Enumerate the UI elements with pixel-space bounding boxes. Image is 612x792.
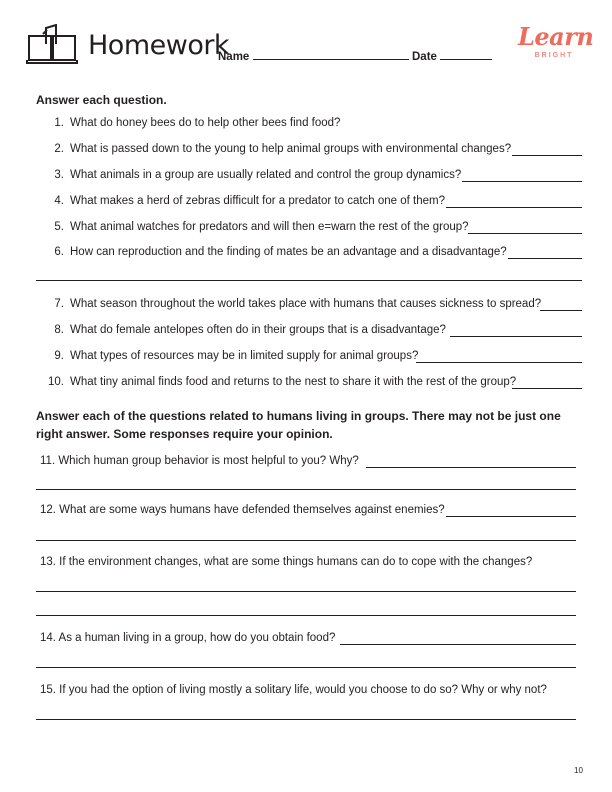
answer-line[interactable] (450, 336, 582, 337)
question-item (40, 323, 446, 337)
page-title: Homework (88, 30, 230, 61)
question-item: 14. As a human living in a group, how do you obtain food? (40, 632, 336, 644)
question-text: What makes a herd of zebras difficult for a predator to catch one of them? (70, 195, 446, 207)
section2-heading: Answer each of the questions related to humans living in groups. There may not be just one right answer. Some responses require your opinion. (36, 409, 561, 441)
question-item (40, 194, 445, 208)
logo-wordmark: Learn (518, 22, 594, 51)
name-field (218, 48, 409, 63)
question-text: What do honey bees do to help other bees find food? (70, 117, 341, 129)
question-item (40, 375, 516, 389)
question-item (40, 168, 461, 182)
question-number: 7. (54, 298, 64, 310)
question-text: What animals in a group are usually related and control the group dynamics? (70, 169, 462, 181)
question-text: What do female antelopes often do in their groups that is a disadvantage? (70, 324, 446, 336)
answer-line[interactable] (36, 280, 582, 281)
answer-line[interactable] (36, 667, 576, 668)
answer-line[interactable] (366, 467, 576, 468)
question-number: 5. (54, 221, 64, 233)
answer-line[interactable] (36, 719, 576, 720)
answer-line[interactable] (508, 258, 582, 259)
question-item (40, 220, 469, 234)
date-label: Date (412, 51, 437, 63)
question-number: 6. (54, 246, 64, 258)
question-text: What tiny animal finds food and returns to the nest to share it with the rest of the group? (70, 376, 517, 388)
answer-line[interactable] (512, 155, 582, 156)
answer-line[interactable] (36, 540, 576, 541)
question-number: 3. (54, 169, 64, 181)
answer-line[interactable] (416, 362, 582, 363)
question-number: 10. (48, 376, 64, 388)
answer-line[interactable] (462, 181, 582, 182)
logo-subtext: BRIGHT (534, 52, 574, 59)
question-item (40, 142, 511, 156)
date-field (412, 48, 492, 63)
question-item (40, 245, 507, 259)
question-number: 4. (54, 195, 64, 207)
question-text: What types of resources may be in limited supply for animal groups? (70, 350, 419, 362)
name-label: Name (218, 51, 250, 63)
question-item: 11. Which human group behavior is most helpful to you? Why? (40, 455, 359, 467)
worksheet-header (26, 22, 594, 72)
date-blank[interactable] (440, 48, 492, 60)
answer-line[interactable] (36, 615, 576, 616)
question-item: 12. What are some ways humans have defended themselves against enemies? (40, 504, 445, 516)
question-number: 1. (54, 117, 64, 129)
question-text: What season throughout the world takes place with humans that causes sickness to spread? (70, 298, 542, 310)
answer-line[interactable] (446, 516, 576, 517)
question-item (40, 349, 418, 363)
question-item: 15. If you had the option of living mostly a solitary life, would you choose to do so? Why or why not? (40, 684, 547, 696)
answer-line[interactable] (36, 591, 576, 592)
question-number: 2. (54, 143, 64, 155)
question-item (40, 116, 340, 130)
page-number: 10 (574, 766, 583, 775)
question-item: 13. If the environment changes, what are some things humans can do to cope with the changes? (40, 556, 533, 568)
question-text: What is passed down to the young to help animal groups with environmental changes? (70, 143, 512, 155)
answer-line[interactable] (340, 644, 576, 645)
question-number: 8. (54, 324, 64, 336)
section1-heading: Answer each question. (36, 93, 167, 107)
answer-line[interactable] (540, 310, 582, 311)
answer-line[interactable] (446, 207, 582, 208)
answer-line[interactable] (468, 233, 582, 234)
learn-bright-logo (518, 22, 594, 66)
name-blank[interactable] (253, 48, 409, 60)
question-text: How can reproduction and the finding of mates be an advantage and a disadvantage? (70, 246, 507, 258)
question-text: What animal watches for predators and will then e=warn the rest of the group? (70, 221, 469, 233)
question-item (40, 297, 541, 311)
answer-line[interactable] (512, 388, 582, 389)
question-number: 9. (54, 350, 64, 362)
answer-line[interactable] (36, 489, 576, 490)
open-book-icon (26, 24, 78, 64)
